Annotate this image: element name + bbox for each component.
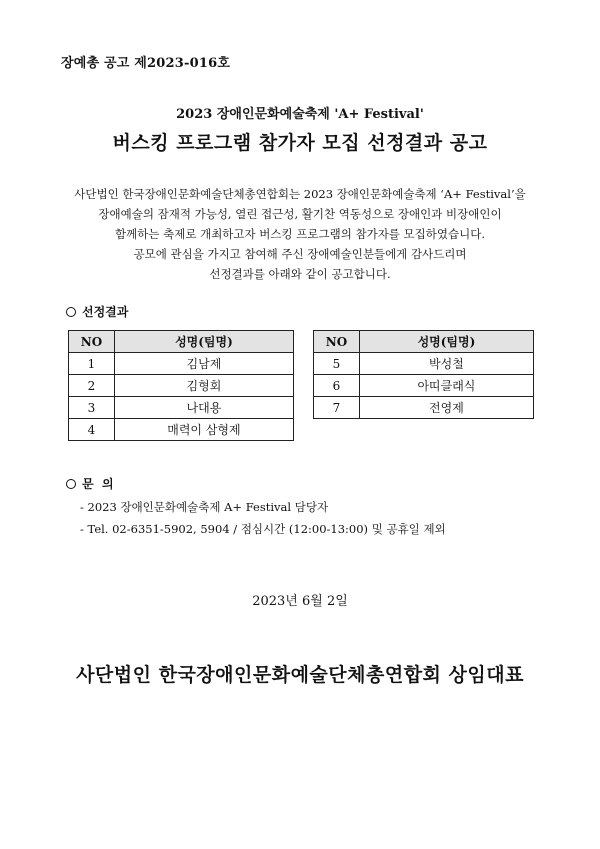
cell-no: 6: [314, 375, 360, 397]
intro-line: 장애예술의 잠재적 가능성, 열린 접근성, 활기찬 역동성으로 장애인과 비장애인이: [98, 207, 502, 221]
intro-line: 선정결과를 아래와 같이 공고합니다.: [209, 267, 391, 281]
table-row: [69, 375, 294, 397]
inquiry-section-heading: [66, 475, 114, 492]
results-heading-label: 선정결과: [82, 305, 129, 319]
results-table-left: [68, 330, 294, 441]
column-header-name: 성명(팀명): [359, 331, 533, 353]
cell-name: 박성철: [359, 353, 533, 375]
inquiry-phone: - Tel. 02-6351-5902, 5904 / 점심시간 (12:00-13:00) 및 공휴일 제외: [80, 522, 446, 536]
table-row: [314, 375, 534, 397]
cell-no: 3: [69, 397, 115, 419]
circle-bullet-icon: [66, 479, 76, 489]
announcement-date: 2023년 6월 2일: [252, 594, 348, 609]
column-header-name: 성명(팀명): [114, 331, 293, 353]
table-row: [69, 397, 294, 419]
table-header-row: [314, 331, 534, 353]
column-header-no: NO: [314, 331, 360, 353]
page-title: 버스킹 프로그램 참가자 모집 선정결과 공고: [112, 132, 488, 154]
cell-name: 전영제: [359, 397, 533, 419]
intro-line: 함께하는 축제로 개최하고자 버스킹 프로그램의 참가자를 모집하였습니다.: [115, 227, 485, 241]
table-header-row: [69, 331, 294, 353]
cell-name: 나대용: [114, 397, 293, 419]
results-table-right: [313, 330, 534, 419]
table-row: [314, 397, 534, 419]
inquiry-contact-person: - 2023 장애인문화예술축제 A+ Festival 담당자: [80, 500, 329, 514]
issuer-signature: 사단법인 한국장애인문화예술단체총연합회 상임대표: [76, 664, 524, 686]
intro-line: 사단법인 한국장애인문화예술단체총연합회는 2023 장애인문화예술축제 ‘A+ Festival’을: [74, 187, 526, 201]
table-row: [69, 419, 294, 441]
cell-no: 1: [69, 353, 115, 375]
cell-no: 4: [69, 419, 115, 441]
cell-name: 매력이 삼형제: [114, 419, 293, 441]
circle-bullet-icon: [66, 307, 76, 317]
cell-no: 7: [314, 397, 360, 419]
cell-name: 아띠클래식: [359, 375, 533, 397]
table-row: [69, 353, 294, 375]
results-section-heading: [66, 303, 128, 320]
document-number: 장예총 공고 제2023-016호: [61, 56, 231, 71]
table-row: [314, 353, 534, 375]
cell-name: 김남제: [114, 353, 293, 375]
inquiry-heading-label: 문 의: [82, 477, 114, 491]
cell-no: 5: [314, 353, 360, 375]
festival-subtitle: 2023 장애인문화예술축제 'A+ Festival': [176, 107, 424, 122]
column-header-no: NO: [69, 331, 115, 353]
cell-name: 김형회: [114, 375, 293, 397]
cell-no: 2: [69, 375, 115, 397]
intro-line: 공모에 관심을 가지고 참여해 주신 장애예술인분들에게 감사드리며: [133, 247, 467, 261]
